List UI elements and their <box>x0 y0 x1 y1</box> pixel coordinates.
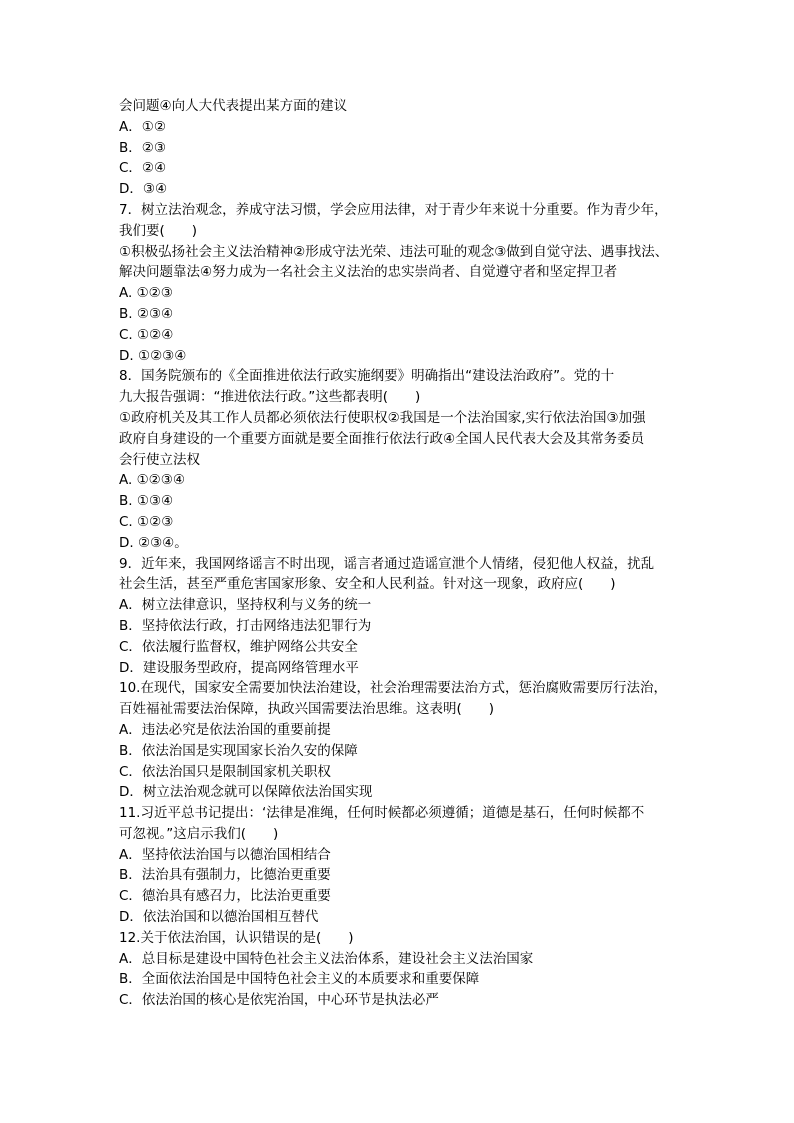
text-line: C. ①②④ <box>119 326 174 343</box>
text-line: B．法治具有强制力，比德治更重要 <box>119 867 331 884</box>
text-line: 9．近年来，我国网络谣言不时出现，谣言者通过造谣宣泄个人情绪，侵犯他人权益，扰乱 <box>119 555 655 572</box>
text-line: 可忽视。”这启示我们( ) <box>119 825 279 842</box>
text-line: D. ②③④。 <box>119 534 188 551</box>
text-line: 解决问题靠法④努力成为一名社会主义法治的忠实崇尚者、自觉遵守者和坚定捍卫者 <box>119 264 618 281</box>
text-line: 政府自身建设的一个重要方面就是要全面推行依法行政④全国人民代表大会及其常务委员 <box>119 430 645 447</box>
text-line: A．①② <box>119 118 166 135</box>
text-line: 百姓福祉需要法治保障，执政兴国需要法治思维。这表明( ) <box>119 701 495 718</box>
text-line: 会问题④向人大代表提出某方面的建议 <box>119 98 348 114</box>
text-line: D．树立法治观念就可以保障依法治国实现 <box>119 784 373 801</box>
text-line: A．坚持依法治国与以德治国相结合 <box>119 846 331 863</box>
text-line: A．违法必究是依法治国的重要前提 <box>119 721 331 738</box>
text-line: B．②③ <box>119 139 166 156</box>
text-line: 8．国务院颁布的《全面推进依法行政实施纲要》明确指出“建设法治政府”。党的十 <box>119 368 615 385</box>
text-line: A. ①②③④ <box>119 472 185 489</box>
text-line: C．②④ <box>119 160 167 177</box>
text-line: C．依法治国只是限制国家机关职权 <box>119 763 331 780</box>
text-line: C．依法治国的核心是依宪治国，中心环节是执法必严 <box>119 992 439 1009</box>
text-line: 12.关于依法治国，认识错误的是( ) <box>119 929 354 946</box>
text-line: 会行使立法权 <box>119 451 200 468</box>
text-line: A．树立法律意识，坚持权利与义务的统一 <box>119 597 372 614</box>
text-line: C. ①②③ <box>119 513 174 530</box>
text-line: D．③④ <box>119 181 168 198</box>
text-line: B. ②③④ <box>119 305 174 322</box>
text-line: 九大报告强调：“推进依法行政。”这些都表明( ) <box>119 389 421 406</box>
text-line: 7．树立法治观念，养成守法习惯，学会应用法律，对于青少年来说十分重要。作为青少年， <box>119 201 668 218</box>
text-line: D. ①②③④ <box>119 347 187 364</box>
text-line: B．坚持依法行政，打击网络违法犯罪行为 <box>119 617 372 634</box>
text-line: B. ①③④ <box>119 493 174 510</box>
text-line: 11.习近平总书记提出：‘法律是准绳，任何时候都必须遵循；道德是基石，任何时候都不 <box>119 805 645 822</box>
text-line: D．建设服务型政府，提高网络管理水平 <box>119 659 359 676</box>
text-line: D．依法治国和以德治国相互替代 <box>119 909 319 926</box>
text-line: B．全面依法治国是中国特色社会主义的本质要求和重要保障 <box>119 971 480 988</box>
text-line: 社会生活，甚至严重危害国家形象、安全和人民利益。针对这一现象，政府应( ) <box>119 576 616 593</box>
text-line: ①积极弘扬社会主义法治精神②形成守法光荣、违法可耻的观念③做到自觉守法、遇事找法、 <box>119 243 669 260</box>
text-line: B．依法治国是实现国家长治久安的保障 <box>119 742 358 759</box>
text-line: C．德治具有感召力，比法治更重要 <box>119 888 331 905</box>
text-line: 10.在现代，国家安全需要加快法治建设，社会治理需要法治方式，惩治腐败需要厉行法治， <box>119 680 667 697</box>
text-line: A．总目标是建设中国特色社会主义法治体系，建设社会主义法治国家 <box>119 950 534 967</box>
text-line: A. ①②③ <box>119 285 173 302</box>
text-line: 我们要( ) <box>119 222 198 239</box>
text-line: ①政府机关及其工作人员都必须依法行使职权②我国是一个法治国家,实行依法治国③加强 <box>119 409 646 426</box>
text-line: C．依法履行监督权，维护网络公共安全 <box>119 638 358 655</box>
document-page <box>119 96 679 1011</box>
